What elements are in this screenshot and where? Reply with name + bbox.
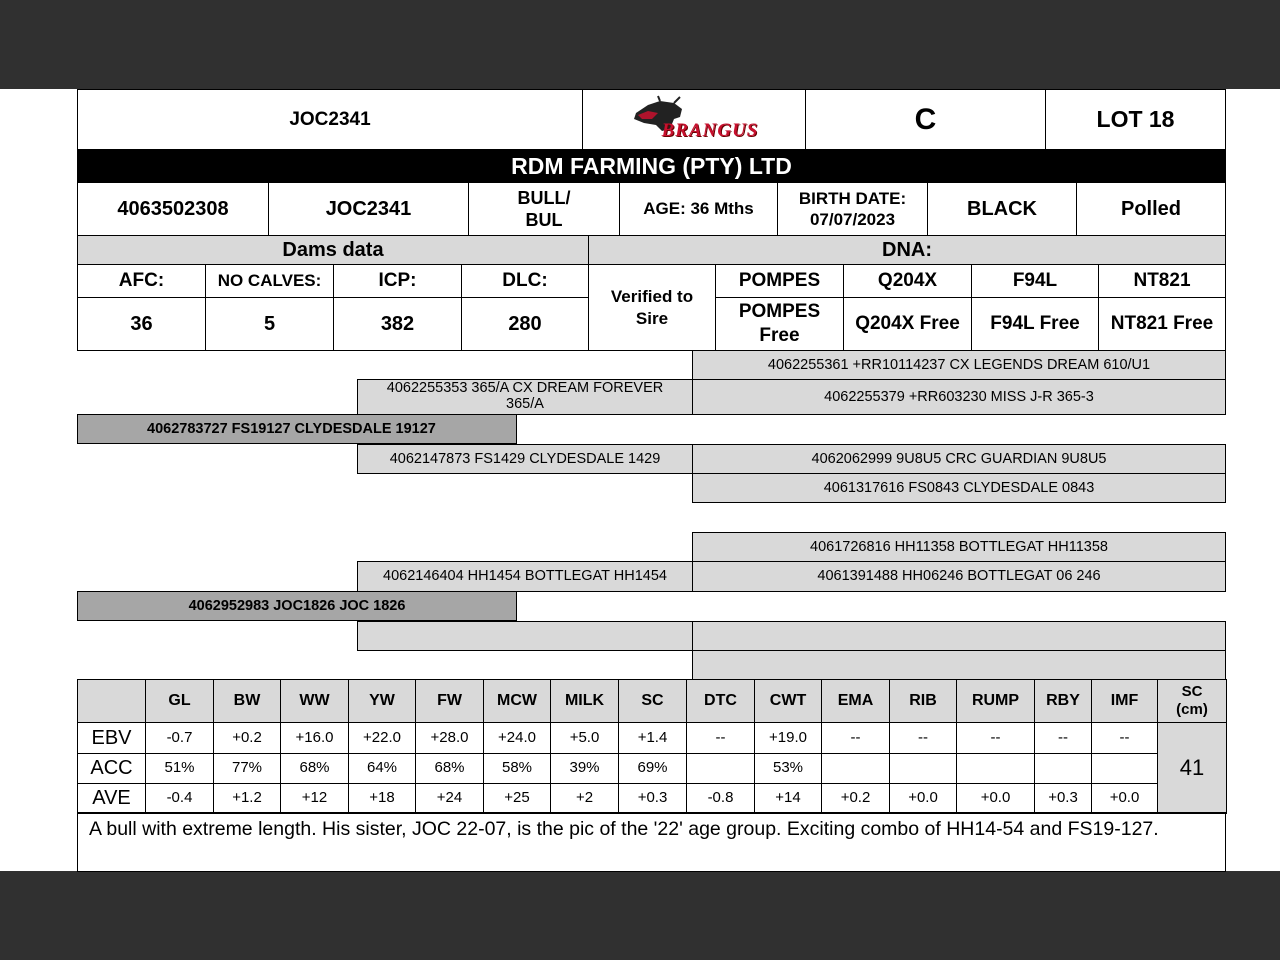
ebv-cell: 51% xyxy=(145,753,214,784)
ebv-row-label-ave: AVE xyxy=(77,783,146,814)
ebv-cell: +25 xyxy=(483,783,551,814)
dna-header-pompes: POMPES xyxy=(715,264,844,298)
pedigree-sire: 4062783727 FS19127 CLYDESDALE 19127 xyxy=(77,414,517,444)
dna-value-f94l: F94L Free xyxy=(971,297,1099,351)
remarks: A bull with extreme length. His sister, JOC 22-07, is the pic of the '22' age group. Exciting combo of HH14-54 and FS19-127. xyxy=(77,812,1226,872)
ebv-row-label-acc: ACC xyxy=(77,753,146,784)
dams-value-afc: 36 xyxy=(77,297,206,351)
ebv-header-fw: FW xyxy=(415,679,484,723)
pedigree-sire-dam: 4062147873 FS1429 CLYDESDALE 1429 xyxy=(357,444,693,474)
age: AGE: 36 Mths xyxy=(619,182,778,236)
ebv-cell: 68% xyxy=(415,753,484,784)
pedigree-sire-sire-dam: 4062255379 +RR603230 MISS J-R 365-3 xyxy=(692,379,1226,415)
ebv-cell: +0.3 xyxy=(618,783,687,814)
ebv-cell: -- xyxy=(956,722,1035,754)
lot-sheet xyxy=(0,89,1280,871)
ebv-corner xyxy=(77,679,146,723)
ebv-cell: -- xyxy=(821,722,890,754)
pedigree-dam-dam-dam xyxy=(692,650,1226,681)
pedigree-dam-sire-sire: 4061726816 HH11358 BOTTLEGAT HH11358 xyxy=(692,532,1226,562)
ebv-cell: +24 xyxy=(415,783,484,814)
ebv-cell: -- xyxy=(1091,722,1158,754)
ebv-header-rump: RUMP xyxy=(956,679,1035,723)
pedigree-sire-dam-dam: 4061317616 FS0843 CLYDESDALE 0843 xyxy=(692,473,1226,503)
sc-value: 41 xyxy=(1157,722,1227,814)
ebv-cell: +0.3 xyxy=(1034,783,1092,814)
reg-number: 4063502308 xyxy=(77,182,269,236)
ebv-cell: +12 xyxy=(280,783,349,814)
ebv-header-rib: RIB xyxy=(889,679,957,723)
dna-header-f94l: F94L xyxy=(971,264,1099,298)
ebv-header-sc-cm: SC (cm) xyxy=(1157,679,1227,723)
pedigree-sire-sire-sire: 4062255361 +RR10114237 CX LEGENDS DREAM 610/U1 xyxy=(692,350,1226,380)
logo-text: BRANGUS xyxy=(661,119,759,141)
ebv-cell: +2 xyxy=(550,783,619,814)
dna-value-pompes: POMPES Free xyxy=(715,297,844,351)
dams-value-icp: 382 xyxy=(333,297,462,351)
dams-header-icp: ICP: xyxy=(333,264,462,298)
ebv-cell xyxy=(1091,753,1158,784)
ebv-header-ema: EMA xyxy=(821,679,890,723)
ebv-header-mcw: MCW xyxy=(483,679,551,723)
ebv-table xyxy=(77,679,1226,813)
ebv-cell xyxy=(1034,753,1092,784)
ebv-cell: -- xyxy=(686,722,755,754)
ebv-cell: +18 xyxy=(348,783,416,814)
sex: BULL/ BUL xyxy=(468,182,620,236)
ebv-cell: +5.0 xyxy=(550,722,619,754)
pedigree-dam-dam-sire xyxy=(692,621,1226,651)
ebv-cell: +0.0 xyxy=(1091,783,1158,814)
ebv-cell xyxy=(686,753,755,784)
ebv-cell: 53% xyxy=(754,753,822,784)
ebv-cell: 64% xyxy=(348,753,416,784)
ebv-cell: -0.4 xyxy=(145,783,214,814)
dna-value-nt821: NT821 Free xyxy=(1098,297,1226,351)
dams-value-dlc: 280 xyxy=(461,297,589,351)
ebv-header-rby: RBY xyxy=(1034,679,1092,723)
ebv-header-gl: GL xyxy=(145,679,214,723)
ebv-cell: +0.0 xyxy=(956,783,1035,814)
horn-status: Polled xyxy=(1076,182,1226,236)
ebv-cell xyxy=(821,753,890,784)
ebv-header-ww: WW xyxy=(280,679,349,723)
pedigree-sire-dam-sire: 4062062999 9U8U5 CRC GUARDIAN 9U8U5 xyxy=(692,444,1226,474)
ebv-cell: -0.7 xyxy=(145,722,214,754)
colour: BLACK xyxy=(927,182,1077,236)
pedigree-dam-sire-dam: 4061391488 HH06246 BOTTLEGAT 06 246 xyxy=(692,561,1226,592)
ebv-header-milk: MILK xyxy=(550,679,619,723)
ebv-header-yw: YW xyxy=(348,679,416,723)
ebv-cell: 69% xyxy=(618,753,687,784)
ebv-cell: 77% xyxy=(213,753,281,784)
ebv-cell: +16.0 xyxy=(280,722,349,754)
ebv-cell: +0.2 xyxy=(213,722,281,754)
dna-value-q204x: Q204X Free xyxy=(843,297,972,351)
ebv-header-sc: SC xyxy=(618,679,687,723)
ebv-cell: +1.2 xyxy=(213,783,281,814)
grade: C xyxy=(805,89,1046,150)
ebv-cell: +19.0 xyxy=(754,722,822,754)
ebv-cell: +14 xyxy=(754,783,822,814)
pedigree-sire-sire: 4062255353 365/A CX DREAM FOREVER 365/A xyxy=(357,379,693,415)
ebv-row-label-ebv: EBV xyxy=(77,722,146,754)
dams-header-dlc: DLC: xyxy=(461,264,589,298)
pedigree-dam: 4062952983 JOC1826 JOC 1826 xyxy=(77,591,517,621)
ebv-cell xyxy=(956,753,1035,784)
ebv-cell: +0.2 xyxy=(821,783,890,814)
dna-header-q204x: Q204X xyxy=(843,264,972,298)
header-name: JOC2341 xyxy=(77,89,583,150)
birth-date: BIRTH DATE: 07/07/2023 xyxy=(777,182,928,236)
ebv-cell: -- xyxy=(1034,722,1092,754)
ebv-cell: +22.0 xyxy=(348,722,416,754)
ebv-cell: +0.0 xyxy=(889,783,957,814)
dams-header-no-calves: NO CALVES: xyxy=(205,264,334,298)
lot-number: LOT 18 xyxy=(1045,89,1226,150)
animal-name: JOC2341 xyxy=(268,182,469,236)
ebv-cell: 58% xyxy=(483,753,551,784)
ebv-cell: +28.0 xyxy=(415,722,484,754)
ebv-header-bw: BW xyxy=(213,679,281,723)
ebv-header-imf: IMF xyxy=(1091,679,1158,723)
ebv-cell: 68% xyxy=(280,753,349,784)
ebv-header-dtc: DTC xyxy=(686,679,755,723)
dams-header-afc: AFC: xyxy=(77,264,206,298)
pedigree-dam-dam xyxy=(357,621,693,651)
ebv-cell: +24.0 xyxy=(483,722,551,754)
ebv-header-cwt: CWT xyxy=(754,679,822,723)
ebv-cell: -- xyxy=(889,722,957,754)
ebv-cell xyxy=(889,753,957,784)
ebv-cell: -0.8 xyxy=(686,783,755,814)
dna-title: DNA: xyxy=(588,235,1226,265)
dna-verified: Verified to Sire xyxy=(588,264,716,351)
breeder-banner: RDM FARMING (PTY) LTD xyxy=(77,150,1226,183)
pedigree-dam-sire: 4062146404 HH1454 BOTTLEGAT HH1454 xyxy=(357,561,693,592)
ebv-cell: +1.4 xyxy=(618,722,687,754)
ebv-cell: 39% xyxy=(550,753,619,784)
dams-value-no-calves: 5 xyxy=(205,297,334,351)
brangus-logo xyxy=(582,89,806,150)
dna-header-nt821: NT821 xyxy=(1098,264,1226,298)
dams-data-title: Dams data xyxy=(77,235,589,265)
